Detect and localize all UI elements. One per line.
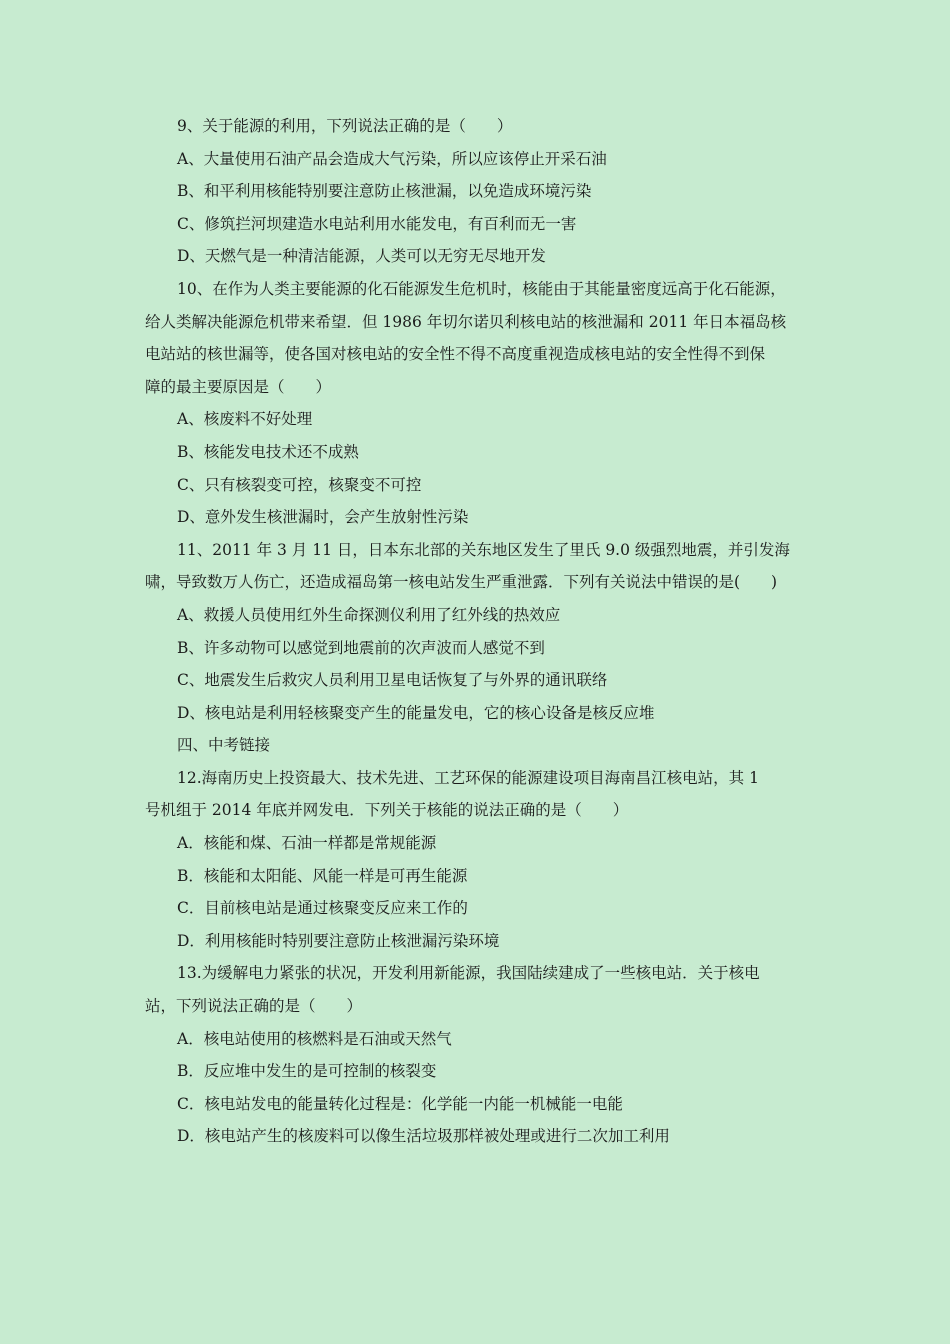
question-11-option-c: C、地震发生后救灾人员利用卫星电话恢复了与外界的通讯联络 [177, 671, 608, 690]
question-10-stem-line-2: 给人类解决能源危机带来希望．但 1986 年切尔诺贝利核电站的核泄漏和 2011 年日本福岛核 [145, 312, 787, 331]
document-body [145, 110, 810, 1153]
question-9-option-d: D、天燃气是一种清洁能源，人类可以无穷无尽地开发 [177, 247, 546, 266]
question-12-option-c: C．目前核电站是通过核聚变反应来工作的 [177, 899, 468, 918]
question-12-option-a: A．核能和煤、石油一样都是常规能源 [177, 834, 437, 853]
question-10-stem-line-1: 10、在作为人类主要能源的化石能源发生危机时，核能由于其能量密度远高于化石能源， [177, 279, 786, 298]
question-11-option-a: A、救援人员使用红外生命探测仪利用了红外线的热效应 [177, 605, 561, 624]
question-13-option-b: B．反应堆中发生的是可控制的核裂变 [177, 1062, 437, 1081]
question-13-stem-line-1: 13.为缓解电力紧张的状况，开发利用新能源，我国陆续建成了一些核电站．关于核电 [177, 964, 760, 983]
question-10-option-a: A、核废料不好处理 [177, 410, 313, 429]
question-9-option-c: C、修筑拦河坝建造水电站利用水能发电，有百利而无一害 [177, 214, 577, 233]
question-13-stem-line-2: 站，下列说法正确的是（ ） [145, 997, 363, 1016]
question-13-option-d: D．核电站产生的核废料可以像生活垃圾那样被处理或进行二次加工利用 [177, 1127, 670, 1146]
question-11-stem-line-2: 啸，导致数万人伤亡，还造成福岛第一核电站发生严重泄露．下列有关说法中错误的是( ) [145, 573, 778, 592]
question-12-stem-line-1: 12.海南历史上投资最大、技术先进、工艺环保的能源建设项目海南昌江核电站，其 1 [177, 768, 759, 787]
question-13-option-a: A．核电站使用的核燃料是石油或天然气 [177, 1029, 452, 1048]
question-10-stem-line-3: 电站站的核世漏等，使各国对核电站的安全性不得不高度重视造成核电站的安全性得不到保 [145, 345, 766, 364]
question-12-option-b: B．核能和太阳能、风能一样是可再生能源 [177, 866, 468, 885]
question-10-stem-line-4: 障的最主要原因是（ ） [145, 377, 332, 396]
question-11-option-b: B、许多动物可以感觉到地震前的次声波而人感觉不到 [177, 638, 545, 657]
question-10-option-c: C、只有核裂变可控，核聚变不可控 [177, 475, 422, 494]
question-11-option-d: D、核电站是利用轻核聚变产生的能量发电，它的核心设备是核反应堆 [177, 703, 655, 722]
question-13-option-c: C．核电站发电的能量转化过程是：化学能一内能一机械能一电能 [177, 1094, 623, 1113]
question-12-stem-line-2: 号机组于 2014 年底并网发电．下列关于核能的说法正确的是（ ） [145, 801, 629, 820]
question-12-option-d: D．利用核能时特别要注意防止核泄漏污染环境 [177, 931, 500, 950]
question-9-option-b: B、和平利用核能特别要注意防止核泄漏，以免造成环境污染 [177, 182, 592, 201]
section-heading: 四、中考链接 [177, 736, 271, 755]
question-9-option-a: A、大量使用石油产品会造成大气污染，所以应该停止开采石油 [177, 149, 607, 168]
question-10-option-b: B、核能发电技术还不成熟 [177, 442, 359, 461]
question-9-stem: 9、关于能源的利用，下列说法正确的是（ ） [177, 117, 513, 135]
question-10-option-d: D、意外发生核泄漏时，会产生放射性污染 [177, 508, 469, 527]
question-11-stem-line-1: 11、2011 年 3 月 11 日，日本东北部的关东地区发生了里氏 9.0 级强烈地震，并引发海 [177, 540, 790, 559]
